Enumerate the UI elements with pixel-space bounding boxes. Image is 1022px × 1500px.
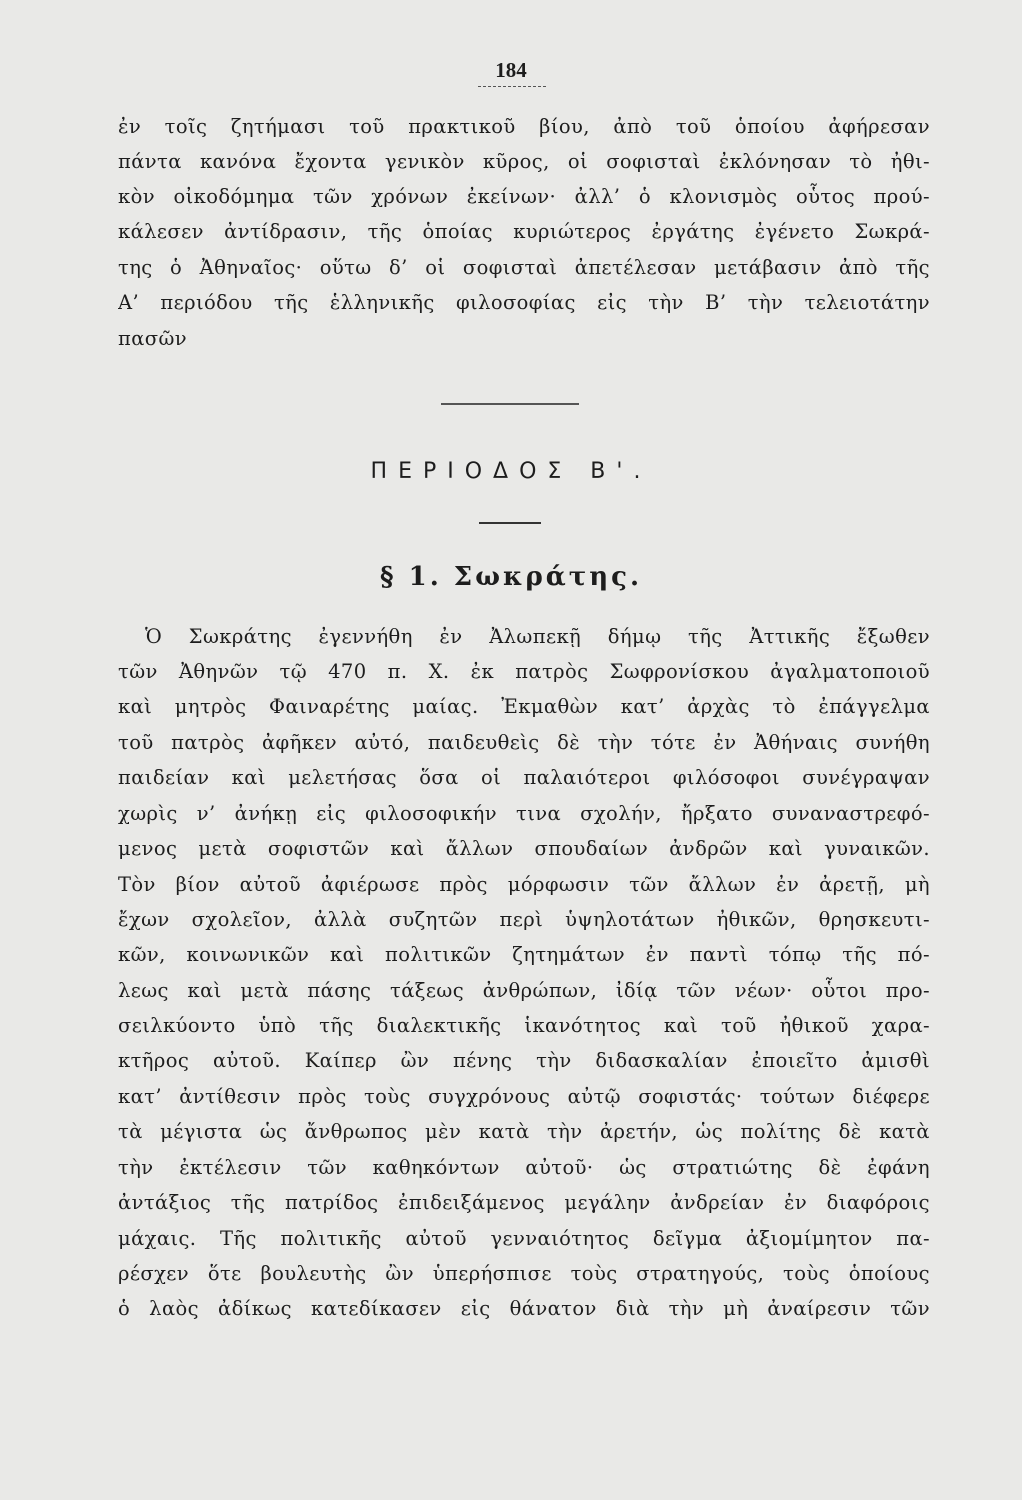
period-heading: ΠΕΡΙΟΔΟΣ Β'. [370,459,652,484]
body-line: Τὸν βίον αὐτοῦ ἀφιέρωσε πρὸς μόρφωσιν τῶν ἄλλων ἐν ἀρετῇ, μὴ [118,873,930,896]
body-line: χωρὶς ν’ ἀνήκῃ εἰς φιλοσοφικήν τινα σχολήν, ἤρξατο συναναστρεφό- [118,802,930,825]
body-line: ἔχων σχολεῖον, ἀλλὰ συζητῶν περὶ ὑψηλοτάτων ἠθικῶν, θρησκευτι- [118,908,930,931]
body-line: ἀντάξιος τῆς πατρίδος ἐπιδειξάμενος μεγάλην ἀνδρείαν ἐν διαφόροις [118,1191,930,1214]
intro-line: Α’ περιόδου τῆς ἑλληνικῆς φιλοσοφίας εἰς τὴν Β’ τὴν τελειοτάτην [118,291,930,314]
intro-line: της ὁ Ἀθηναῖος· οὕτω δ’ οἱ σοφισταὶ ἀπετέλεσαν μετάβασιν ἀπὸ τῆς [118,256,930,279]
body-line: σειλκύοντο ὑπὸ τῆς διαλεκτικῆς ἱκανότητος καὶ τοῦ ἠθικοῦ χαρα- [118,1014,930,1037]
body-line: μενος μετὰ σοφιστῶν καὶ ἄλλων σπουδαίων ἀνδρῶν καὶ γυναικῶν. [118,837,930,860]
section-divider [441,403,579,405]
body-line: τὰ μέγιστα ὡς ἄνθρωπος μὲν κατὰ τὴν ἀρετήν, ὡς πολίτης δὲ κατὰ [118,1120,930,1143]
body-line: ρέσχεν ὅτε βουλευτὴς ὢν ὑπερήσπισε τοὺς στρατηγούς, τοὺς ὁποίους [118,1262,930,1285]
body-line: τῶν Ἀθηνῶν τῷ 470 π. Χ. ἐκ πατρὸς Σωφρονίσκου ἀγαλματοποιοῦ [118,660,930,683]
intro-line: πασῶν [118,327,188,350]
section-title: § 1. Σωκράτης. [379,562,643,592]
page-number: 184 [495,58,527,82]
body-line: κῶν, κοινωνικῶν καὶ πολιτικῶν ζητημάτων ἐν παντὶ τόπῳ τῆς πό- [118,943,930,966]
body-line: τὴν ἐκτέλεσιν τῶν καθηκόντων αὐτοῦ· ὡς στρατιώτης δὲ ἐφάνη [118,1156,930,1179]
heading-rule [479,522,541,524]
intro-line: κάλεσεν ἀντίδρασιν, τῆς ὁποίας κυριώτερος ἐργάτης ἐγένετο Σωκρά- [118,220,930,243]
intro-line: κὸν οἰκοδόμημα τῶν χρόνων ἐκείνων· ἀλλ’ ὁ κλονισμὸς οὗτος πρού- [118,185,930,208]
header-rule [478,86,546,87]
body-line: λεως καὶ μετὰ πάσης τάξεως ἀνθρώπων, ἰδίᾳ τῶν νέων· οὗτοι προ- [118,979,930,1002]
body-line: παιδείαν καὶ μελετήσας ὅσα οἱ παλαιότεροι φιλόσοφοι συνέγραψαν [118,766,930,789]
body-line: τοῦ πατρὸς ἀφῆκεν αὐτό, παιδευθεὶς δὲ τὴν τότε ἐν Ἀθήναις συνήθη [118,731,930,754]
body-line: ὁ λαὸς ἀδίκως κατεδίκασεν εἰς θάνατον διὰ τὴν μὴ ἀναίρεσιν τῶν [118,1297,930,1320]
body-line: κατ’ ἀντίθεσιν πρὸς τοὺς συγχρόνους αὐτῷ σοφιστάς· τούτων διέφερε [118,1085,930,1108]
body-line: Ὁ Σωκράτης ἐγεννήθη ἐν Ἀλωπεκῇ δήμῳ τῆς Ἀττικῆς ἔξωθεν [145,625,930,648]
body-line: κτῆρος αὐτοῦ. Καίπερ ὢν πένης τὴν διδασκαλίαν ἐποιεῖτο ἀμισθὶ [118,1049,930,1072]
body-line: καὶ μητρὸς Φαιναρέτης μαίας. Ἐκμαθὼν κατ’ ἀρχὰς τὸ ἐπάγγελμα [118,695,930,718]
body-line: μάχαις. Τῆς πολιτικῆς αὐτοῦ γενναιότητος δεῖγμα ἀξιομίμητον πα- [118,1227,930,1250]
intro-line: πάντα κανόνα ἔχοντα γενικὸν κῦρος, οἱ σοφισταὶ ἐκλόνησαν τὸ ἠθι- [118,150,930,173]
intro-line: ἐν τοῖς ζητήμασι τοῦ πρακτικοῦ βίου, ἀπὸ τοῦ ὁποίου ἀφήρεσαν [118,115,930,138]
